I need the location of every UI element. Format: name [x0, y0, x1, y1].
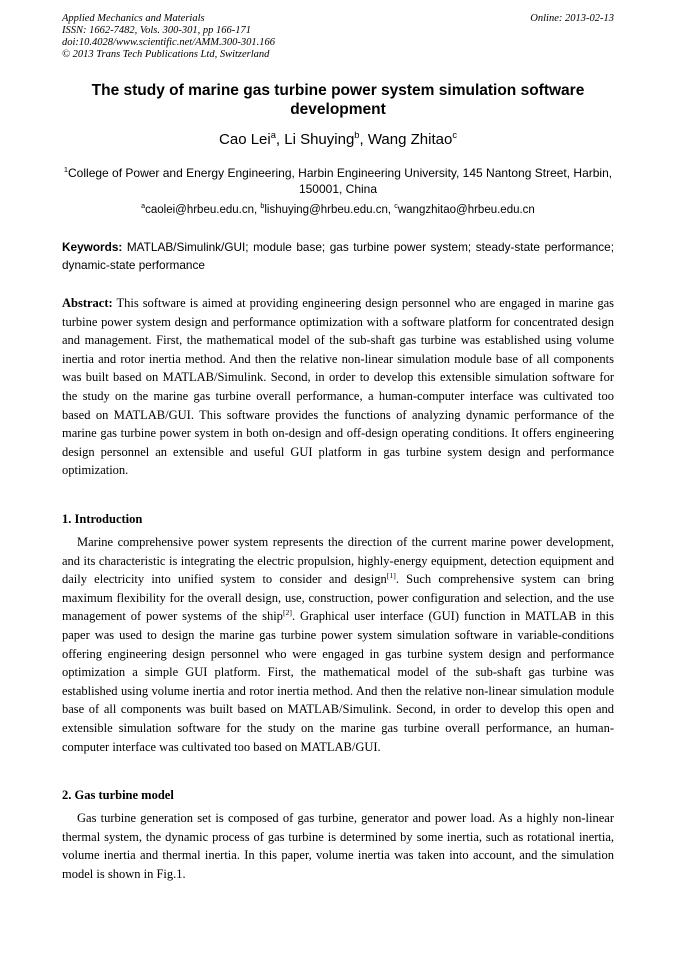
email-address: lishuying@hrbeu.edu.cn: [264, 204, 388, 216]
author-superscript: c: [452, 130, 457, 140]
email-superscript: b: [260, 202, 265, 211]
author-superscript: b: [354, 130, 360, 140]
author-name: Li Shuying: [284, 131, 355, 148]
author-name: Wang Zhitao: [367, 131, 453, 148]
journal-name: Applied Mechanics and Materials: [62, 13, 205, 24]
paragraph-text: Marine comprehensive power system represents the direction of the current marine power development, and its characteristic is integrating the electric propulsion, highly-energy equipment, detection equipment and daily electricity into unified system to consider and design: [62, 535, 614, 587]
section-heading-gas-turbine-model: 2. Gas turbine model: [62, 788, 174, 802]
copyright-line: © 2013 Trans Tech Publications Ltd, Switzerland: [62, 49, 270, 60]
issn-line: ISSN: 1662-7482, Vols. 300-301, pp 166-171: [62, 25, 251, 36]
paragraph-text: . Graphical user interface (GUI) function in MATLAB in this paper was used to design the marine gas turbine power system simulation software in variable-conditions offering engineering design personnel who were engaged in gas turbine system design and performance optimization a simple GUI platform. First, the mathematical model of the sub-shaft gas turbine was established using volume inertia and rotor inertia method. And then the relative non-linear simulation module base of all components was built based on MATLAB/Simulink. Second, in order to develop this open and extensible simulation software for the study on the marine gas turbine overall performance, an human-computer interface was cultivated too based on MATLAB/GUI.: [62, 609, 614, 754]
author-superscript: a: [270, 130, 276, 140]
gas-turbine-paragraph: Gas turbine generation set is composed of gas turbine, generator and power load. As a highly non-linear thermal system, the dynamic process of gas turbine is determined by some inertia, such as rotational inertia, volume inertia and thermal inertia. In this paper, volume inertia was taken into account, and the simulation model is shown in Fig.1.: [62, 811, 614, 881]
author-list: Cao Lei$^a$, Li Shuying$^b$, Wang Zhitao$^c$: [219, 130, 457, 148]
abstract: [62, 294, 614, 480]
email-address: caolei@hrbeu.edu.cn: [145, 204, 254, 216]
keywords-label: Keywords:: [62, 240, 123, 254]
email-superscript: a: [141, 202, 146, 211]
citation-ref: [2]: [282, 608, 292, 618]
abstract-label: Abstract:: [62, 296, 113, 310]
online-date: Online: 2013-02-13: [530, 13, 614, 24]
email-list: $^a$caolei@hrbeu.edu.cn, $^b$lishuying@hrbeu.edu.cn, $^c$wangzhitao@hrbeu.edu.cn: [141, 202, 535, 216]
email-address: wangzhitao@hrbeu.edu.cn: [397, 204, 535, 216]
affiliation: [62, 165, 614, 197]
paragraph-text: . Such comprehensive system can bring maximum flexibility for the overall design, use, construction, power configuration and selection, and the use management of power systems of the ship: [62, 572, 614, 624]
doi-line: doi:10.4028/www.scientific.net/AMM.300-301.166: [62, 37, 275, 48]
running-header: [62, 13, 614, 61]
introduction-paragraph: [62, 533, 614, 756]
affiliation-text: College of Power and Energy Engineering, Harbin Engineering University, 145 Nantong Street, Harbin, 150001, China: [68, 166, 613, 196]
keywords-text: MATLAB/Simulink/GUI; module base; gas turbine power system; steady-state performance; dynamic-state performance: [62, 240, 615, 272]
keywords: [62, 238, 614, 274]
email-superscript: c: [394, 202, 398, 211]
section-heading-introduction: 1. Introduction: [62, 512, 143, 526]
author-name: Cao Lei: [219, 131, 271, 148]
abstract-text: This software is aimed at providing engineering design personnel who are engaged in marine gas turbine power system design and performance optimization with a software platform for concentrated design and management. First, the mathematical model of the sub-shaft gas turbine was established using volume inertia and rotor inertia method. And then the relative non-linear simulation module base of all components was built based on MATLAB/Simulink. Second, in order to develop this extensible simulation software for the study on the marine gas turbine overall performance, a human-computer interface was cultivated too based on MATLAB/GUI. This software provides the functions of analyzing dynamic performance of the marine gas turbine power system in both on-design and off-design operating conditions. It offers engineering design personnel an extensible and useful GUI platform in gas turbine system design and performance optimization.: [62, 296, 614, 478]
affiliation-superscript: 1: [63, 165, 69, 174]
citation-ref: [1]: [386, 571, 396, 581]
paper-title: The study of marine gas turbine power system simulation software development: [91, 82, 585, 118]
